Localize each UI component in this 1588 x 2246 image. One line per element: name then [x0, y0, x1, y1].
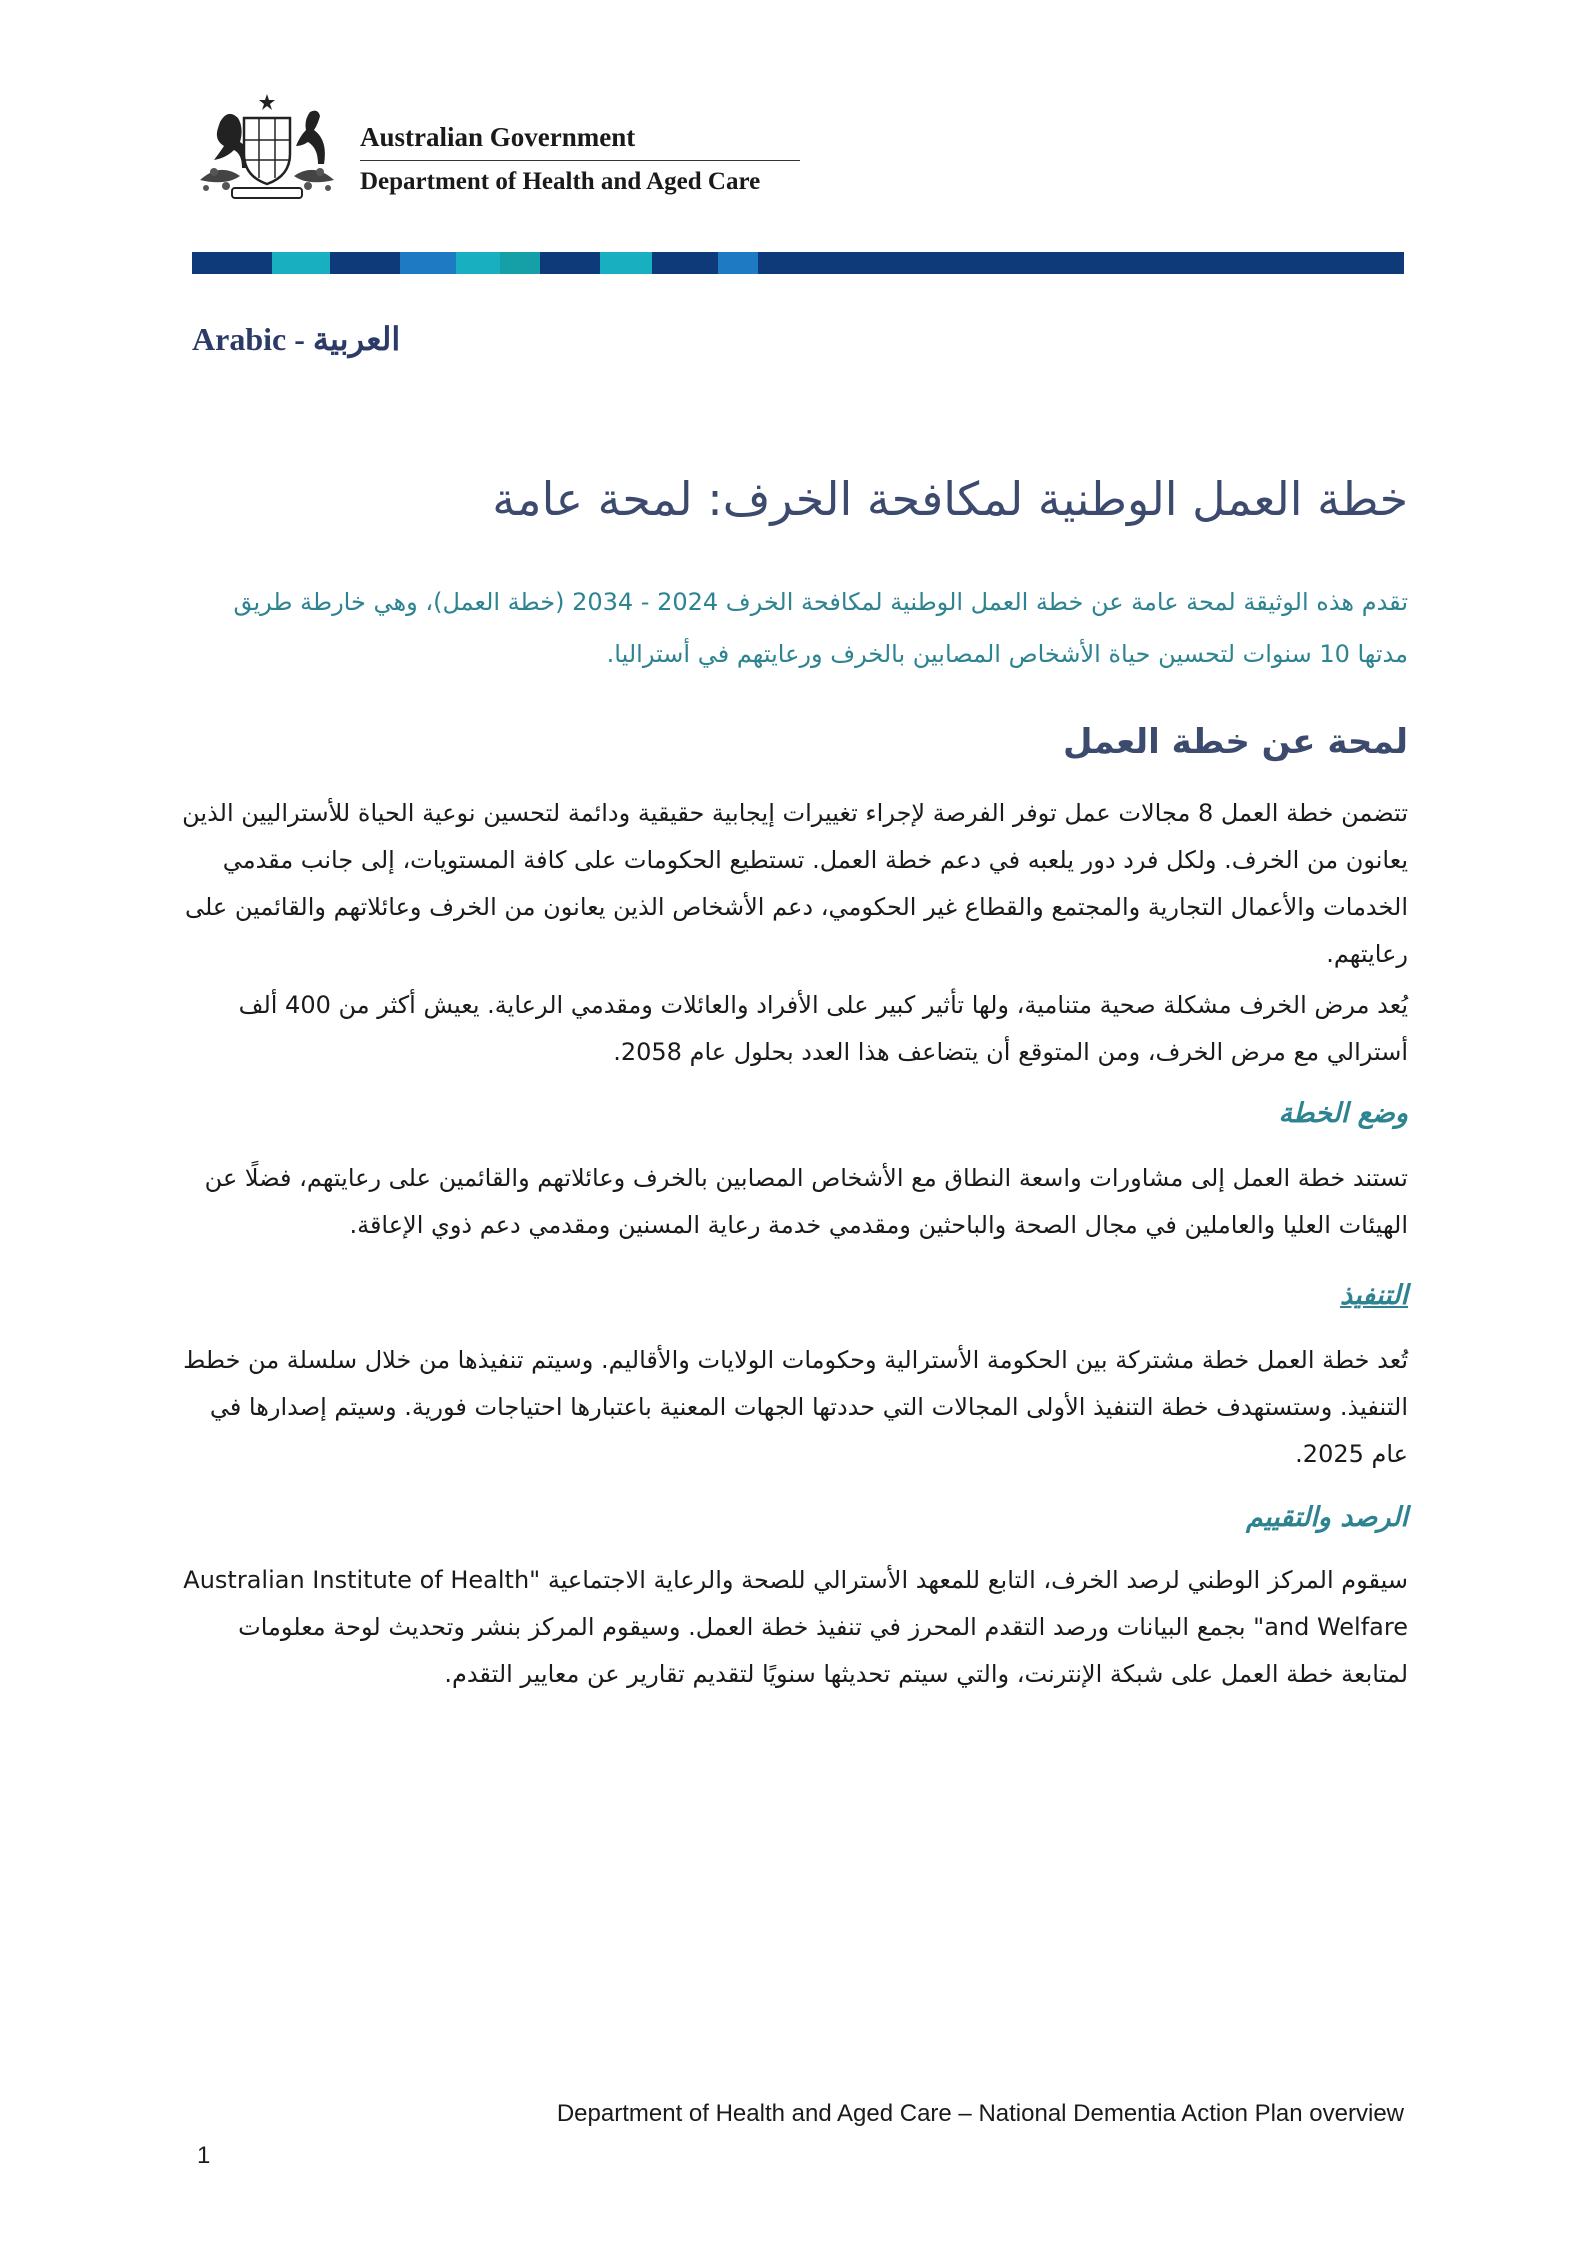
color-bar-segment: [758, 252, 1404, 274]
development-paragraph: تستند خطة العمل إلى مشاورات واسعة النطاق مع الأشخاص المصابين بالخرف وعائلاتهم والقائمين على رعايتهم، فضلًا عن الهيئات العليا والعاملين في مجال الصحة والباحثين ومقدمي خدمة رعاية المسنين ومقدمي دعم ذوي الإعاقة.: [204, 1164, 1408, 1239]
color-bar-segment: [600, 252, 652, 274]
monitoring-heading: الرصد والتقييم: [1246, 1502, 1408, 1533]
color-bar-segment: [272, 252, 330, 274]
color-bar-segment: [540, 252, 600, 274]
overview-paragraph-2: يُعد مرض الخرف مشكلة صحية متنامية، ولها تأثير كبير على الأفراد والعائلات ومقدمي الرعاية. يعيش أكثر من 400 ألف أسترالي مع مرض الخرف، ومن المتوقع أن يتضاعف هذا العدد بحلول عام 2058.: [238, 991, 1408, 1066]
page-footer: Department of Health and Aged Care – National Dementia Action Plan overview: [556, 2100, 1404, 2127]
color-bar-segment: [192, 252, 272, 274]
logo-divider: [360, 160, 800, 161]
page-number: 1: [197, 2142, 211, 2169]
implementation-heading-text: التنفيذ: [1339, 1280, 1408, 1311]
coat-of-arms-icon: [192, 92, 342, 208]
overview-paragraph-1: تتضمن خطة العمل 8 مجالات عمل توفر الفرصة لإجراء تغييرات إيجابية حقيقية ودائمة لتحسين نوعية الحياة للأستراليين الذين يعانون من الخرف. ولكل فرد دور يلعبه في دعم خطة العمل. تستطيع الحكومات على كافة المستويات، إلى جانب مقدمي الخدمات والأعمال التجارية والمجتمع والقطاع غير الحكومي، دعم الأشخاص الذين يعانون من الخرف وعائلاتهم والقائمين على رعايتهم.: [182, 799, 1408, 968]
color-bar-segment: [400, 252, 456, 274]
government-logo: [192, 92, 812, 212]
color-bar-segment: [652, 252, 718, 274]
monitoring-paragraph: سيقوم المركز الوطني لرصد الخرف، التابع للمعهد الأسترالي للصحة والرعاية الاجتماعية "Australian Institute of Health and Welfare" بجمع البيانات ورصد التقدم المحرز في تنفيذ خطة العمل. وسيقوم المركز بنشر وتحديث لوحة معلومات لمتابعة خطة العمل على شبكة الإنترنت، والتي سيتم تحديثها سنويًا لتقديم تقارير عن معايير التقدم.: [183, 1566, 1408, 1688]
page-title: خطة العمل الوطنية لمكافحة الخرف: لمحة عامة: [492, 472, 1408, 526]
implementation-heading: [178, 1280, 1408, 1311]
government-name: Australian Government: [360, 122, 636, 152]
brand-color-bar: [192, 252, 1404, 274]
color-bar-segment: [718, 252, 758, 274]
language-label: Arabic - العربية: [192, 321, 401, 357]
department-name: Department of Health and Aged Care: [360, 168, 761, 195]
color-bar-segment: [456, 252, 500, 274]
color-bar-segment: [330, 252, 400, 274]
color-bar-segment: [500, 252, 540, 274]
intro-paragraph: تقدم هذه الوثيقة لمحة عامة عن خطة العمل الوطنية لمكافحة الخرف 2024 - 2034 (خطة العمل)، وهي خارطة طريق مدتها 10 سنوات لتحسين حياة الأشخاص المصابين بالخرف ورعايتهم في أستراليا.: [233, 588, 1408, 668]
implementation-paragraph: تُعد خطة العمل خطة مشتركة بين الحكومة الأسترالية وحكومات الولايات والأقاليم. وسيتم تنفيذها من خلال سلسلة من خطط التنفيذ. وستستهدف خطة التنفيذ الأولى المجالات التي حددتها الجهات المعنية باعتبارها احتياجات فورية. وسيتم إصدارها في عام 2025.: [183, 1346, 1408, 1468]
overview-heading: لمحة عن خطة العمل: [1062, 722, 1408, 762]
development-heading: وضع الخطة: [1278, 1098, 1408, 1129]
